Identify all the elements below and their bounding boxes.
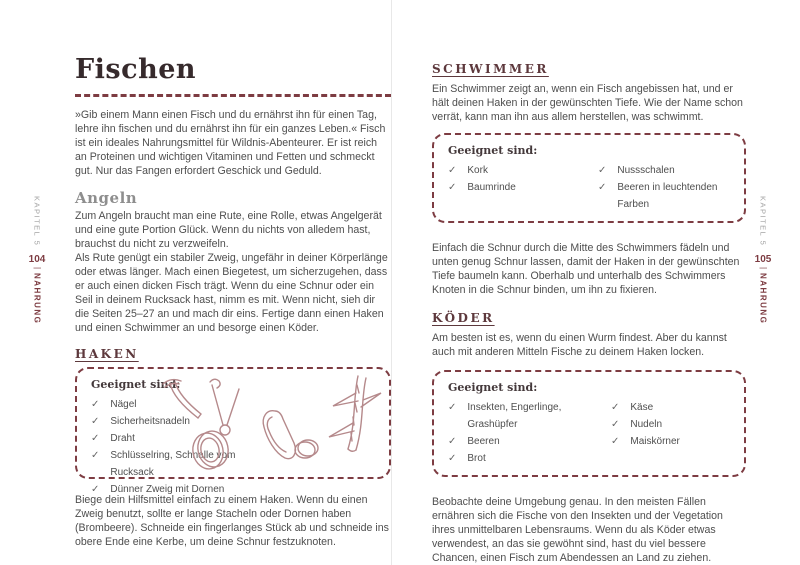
koeder-col-1 bbox=[448, 399, 611, 467]
checkmark-icon: ✓ bbox=[448, 402, 457, 413]
checkmark-icon: ✓ bbox=[611, 419, 620, 430]
strap-hook-icon bbox=[263, 411, 318, 459]
list-item bbox=[91, 481, 266, 498]
koeder-columns bbox=[448, 399, 730, 467]
haken-checklist-box bbox=[75, 367, 391, 495]
list-item-label: Baumrinde bbox=[467, 182, 516, 193]
list-item bbox=[91, 447, 266, 481]
list-item bbox=[448, 179, 598, 196]
list-item bbox=[448, 399, 611, 433]
schwimmer-columns bbox=[448, 162, 730, 213]
left-margin-strip bbox=[26, 196, 48, 325]
list-item-label: Brot bbox=[467, 453, 486, 464]
list-item bbox=[448, 433, 611, 450]
schwimmer-paragraph-1: Ein Schwimmer zeigt an, wenn ein Fisch angebissen hat, und er hält deinen Haken in der gewünschten Tiefe. Wie der Name schon verrät, kann man ihn aus allem herstellen, was schwimmt. bbox=[432, 83, 743, 123]
list-item bbox=[91, 413, 266, 430]
schwimmer-col-2 bbox=[598, 162, 730, 213]
right-margin-strip bbox=[752, 196, 774, 325]
checkmark-icon: ✓ bbox=[448, 436, 457, 447]
margin-divider: | bbox=[33, 267, 42, 270]
schwimmer-checklist-box bbox=[432, 133, 746, 223]
angeln-heading: Angeln bbox=[75, 189, 138, 207]
page-number: 105 bbox=[754, 254, 772, 266]
checkmark-icon: ✓ bbox=[611, 402, 620, 413]
right-page bbox=[432, 62, 746, 565]
checkmark-icon: ✓ bbox=[91, 450, 100, 461]
box-label: Geeignet sind: bbox=[448, 144, 538, 157]
list-item-label: Käse bbox=[630, 402, 654, 413]
haken-check-list bbox=[91, 396, 266, 498]
list-item bbox=[611, 399, 730, 416]
haken-heading: HAKEN bbox=[75, 347, 139, 361]
checkmark-icon: ✓ bbox=[598, 182, 607, 193]
list-item-label: Nussschalen bbox=[617, 165, 675, 176]
checkmark-icon: ✓ bbox=[448, 182, 457, 193]
list-item bbox=[448, 450, 611, 467]
checkmark-icon: ✓ bbox=[91, 399, 100, 410]
page-title: Fischen bbox=[75, 54, 197, 85]
list-item-label: Schlüsselring, Schnalle vom Rucksack bbox=[110, 450, 236, 478]
section-label: NAHRUNG bbox=[758, 273, 768, 325]
koeder-checklist-box bbox=[432, 370, 746, 477]
haken-outro-paragraph: Biege dein Hilfsmittel einfach zu einem Haken. Wenn du einen Zweig benutzt, sollte er lange Stacheln oder Dornen haben (Brombeere). Schneide ein fingerlanges Stück ab und schneide ins obere Ende eine Kerbe, um deine Schnur festzuknoten. bbox=[75, 494, 389, 548]
chapter-label: KAPITEL 5 bbox=[32, 196, 42, 247]
list-item-label: Beeren bbox=[467, 436, 500, 447]
checkmark-icon: ✓ bbox=[91, 484, 100, 495]
checkmark-icon: ✓ bbox=[448, 165, 457, 176]
checkmark-icon: ✓ bbox=[91, 433, 100, 444]
list-item bbox=[91, 430, 266, 447]
list-item-label: Nudeln bbox=[630, 419, 663, 430]
koeder-heading: KÖDER bbox=[432, 311, 495, 325]
koeder-paragraph-2: Beobachte deine Umgebung genau. In den meisten Fällen ernähren sich die Fische von den Insekten und der Vegetation ihres unmittelbaren Lebensraums. Wenn du als Köder etwas verwendest, an das sie gewöhnt sind, hast du viel bessere Chancen, einen Fisch zum Abendessen an Land zu ziehen. bbox=[432, 496, 723, 564]
list-item-label: Sicherheitsnadeln bbox=[110, 416, 190, 427]
checkmark-icon: ✓ bbox=[611, 436, 620, 447]
koeder-paragraph-1: Am besten ist es, wenn du einen Wurm findest. Aber du kannst auch mit anderen Mitteln Fische zu deinem Haken locken. bbox=[432, 332, 727, 358]
margin-divider: | bbox=[759, 267, 768, 270]
list-item-label: Draht bbox=[110, 433, 135, 444]
list-item bbox=[91, 396, 266, 413]
list-item bbox=[448, 162, 598, 179]
checkmark-icon: ✓ bbox=[598, 165, 607, 176]
list-item bbox=[611, 433, 730, 450]
list-item-label: Insekten, Engerlinge, Grashüpfer bbox=[467, 402, 562, 430]
schwimmer-heading: SCHWIMMER bbox=[432, 62, 549, 76]
list-item bbox=[598, 179, 730, 213]
page-gutter-line bbox=[391, 0, 392, 565]
list-item bbox=[598, 162, 730, 179]
section-label: NAHRUNG bbox=[32, 273, 42, 325]
list-item-label: Maiskörner bbox=[630, 436, 680, 447]
page-number: 104 bbox=[28, 254, 46, 266]
angeln-paragraph-2: Als Rute genügt ein stabiler Zweig, ungefähr in deiner Körperlänge oder etwas länger. Mach einen Biegetest, um sicherzugehen, dass er auch einen dicken Fisch trägt. Wenn du eine Schnur oder ein Seil in deinem Rucksack hast, nimm es mit. Wenn nicht, sieh dir die Seiten 25–27 an und mach dir eins. Fertige dann einen Haken und einen Schwimmer an und besorge einen Köder. bbox=[75, 252, 388, 334]
list-item-label: Kork bbox=[467, 165, 488, 176]
left-page bbox=[75, 54, 391, 549]
checkmark-icon: ✓ bbox=[91, 416, 100, 427]
list-item-label: Nägel bbox=[110, 399, 137, 410]
title-divider bbox=[75, 94, 391, 97]
box-label: Geeignet sind: bbox=[91, 378, 181, 391]
box-label: Geeignet sind: bbox=[448, 381, 538, 394]
schwimmer-paragraph-2: Einfach die Schnur durch die Mitte des Schwimmers fädeln und unten genug Schnur lassen, damit der Haken in der gewünschten Tiefe baumeln kann. Oberhalb und unterhalb des Schwimmers Knoten in die Schnur binden, um ihn zu fixieren. bbox=[432, 242, 740, 296]
list-item-label: Beeren in leuchtenden Farben bbox=[617, 182, 718, 210]
checkmark-icon: ✓ bbox=[448, 453, 457, 464]
koeder-col-2 bbox=[611, 399, 730, 467]
list-item bbox=[611, 416, 730, 433]
list-item-label: Dünner Zweig mit Dornen bbox=[110, 484, 225, 495]
schwimmer-col-1 bbox=[448, 162, 598, 213]
angeln-paragraph-1: Zum Angeln braucht man eine Rute, eine Rolle, etwas Angelgerät und eine gute Portion Glück. Wenn du nichts von alledem hast, brauchst du nicht zu verzweifeln. bbox=[75, 210, 382, 250]
intro-paragraph: »Gib einem Mann einen Fisch und du ernährst ihn für einen Tag, lehre ihn fischen und du ernährst ihn für ein ganzes Leben.« Fisch ist ein ideales Nahrungsmittel für Wildnis-Abenteurer. Er ist reich an Proteinen und wichtigen Vitaminen und Fetten und schmeckt gut. Nur das Fangen erfordert Geschick und Geduld. bbox=[75, 109, 386, 177]
chapter-label: KAPITEL 5 bbox=[758, 196, 768, 247]
